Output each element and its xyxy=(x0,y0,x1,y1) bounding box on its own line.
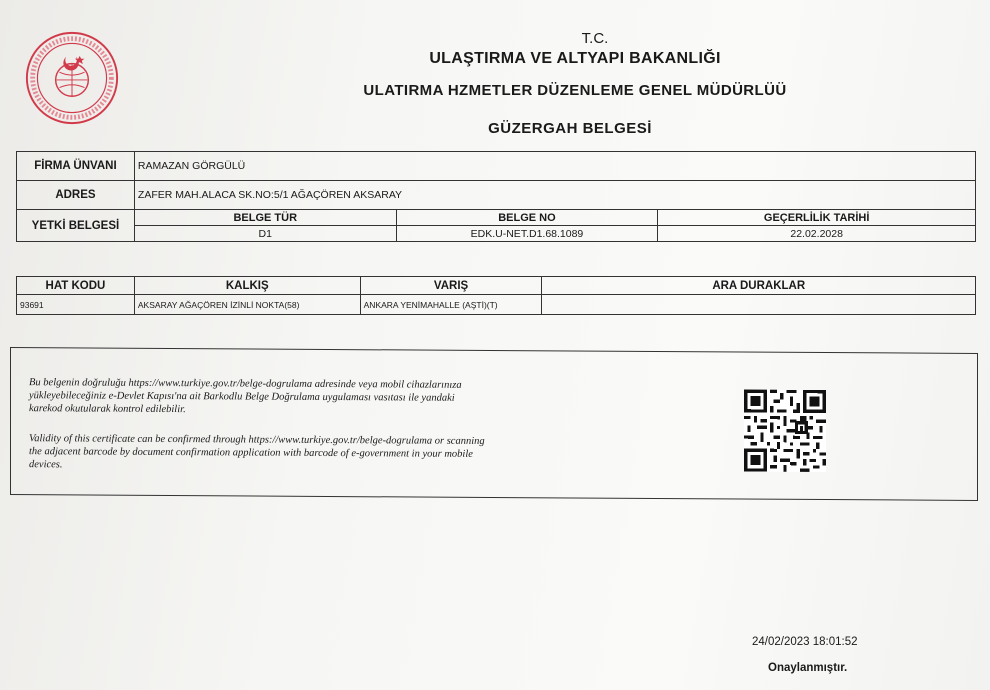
company-info-table xyxy=(16,151,976,242)
ministry-seal-icon xyxy=(24,30,120,126)
document-title: GÜZERGAH BELGESİ xyxy=(488,120,652,137)
validity-label: GEÇERLİLİK TARİHİ xyxy=(658,210,976,226)
verification-text-en: Validity of this certificate can be confirmed through https://www.turkiye.gov.tr/belge-dogrulama or scanning the adjacent barcode by document confirmation application with barcode of e-government in your mobile devices. xyxy=(29,433,485,471)
company-name-value: RAMAZAN GÖRGÜLÜ xyxy=(134,152,975,181)
verification-text-tr: Bu belgenin doğruluğu https://www.turkiye.gov.tr/belge-dogrulama adresinde veya mobil cihazlarınıza yükleyebileceğiniz e-Devlet Kapısı'na ait Barkodlu Belge Doğrulama uygulaması vasıtası ile yandaki karekod okutularak kontrol edilebilir. xyxy=(29,377,462,416)
timestamp: 24/02/2023 18:01:52 xyxy=(752,636,858,648)
address-label: ADRES xyxy=(17,181,135,210)
ministry-title: ULAŞTIRMA VE ALTYAPI BAKANLIĞI xyxy=(429,50,721,67)
header-tc: T.C. xyxy=(581,30,609,47)
company-name-label: FİRMA ÜNVANI xyxy=(17,152,135,181)
doc-type-label: BELGE TÜR xyxy=(134,210,396,226)
approved-label: Onaylanmıştır. xyxy=(768,662,848,674)
route-header-code: HAT KODU xyxy=(17,277,135,295)
route-arrival-value: ANKARA YENİMAHALLE (AŞTİ)(T) xyxy=(360,295,542,315)
validity-value: 22.02.2028 xyxy=(658,226,976,242)
route-header-stops: ARA DURAKLAR xyxy=(542,277,976,295)
route-stops-value xyxy=(542,295,976,315)
route-code-value: 93691 xyxy=(17,295,135,315)
authorization-label: YETKİ BELGESİ xyxy=(17,210,135,242)
route-header-departure: KALKIŞ xyxy=(134,277,360,295)
verification-box xyxy=(10,347,978,501)
route-header-arrival: VARIŞ xyxy=(360,277,542,295)
address-value: ZAFER MAH.ALACA SK.NO:5/1 AĞAÇÖREN AKSARAY xyxy=(134,181,975,210)
route-table xyxy=(16,276,976,315)
route-departure-value: AKSARAY AĞAÇÖREN İZİNLİ NOKTA(58) xyxy=(134,295,360,315)
qr-code-icon[interactable] xyxy=(744,390,826,473)
doc-type-value: D1 xyxy=(134,226,396,242)
doc-number-label: BELGE NO xyxy=(396,210,658,226)
directorate-title: ULATIRMA HZMETLER DÜZENLEME GENEL MÜDÜRLÜÜ xyxy=(363,82,787,99)
doc-number-value: EDK.U-NET.D1.68.1089 xyxy=(396,226,658,242)
